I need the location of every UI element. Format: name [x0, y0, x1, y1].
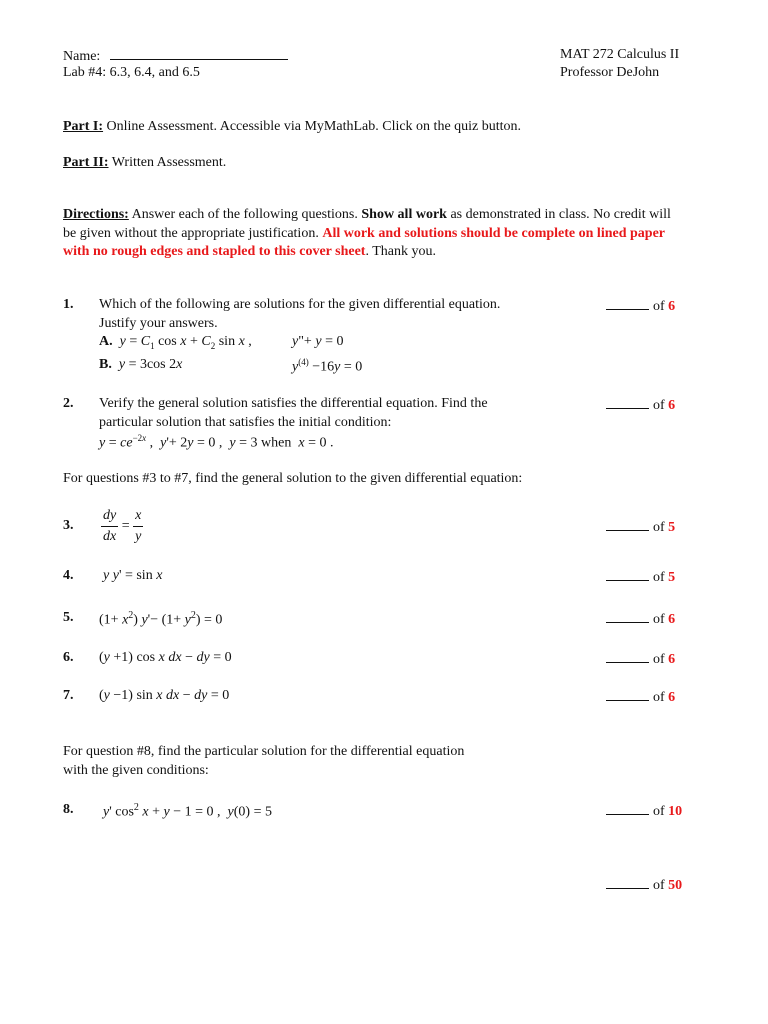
q2-of-label: of — [653, 398, 665, 413]
q1-score-blank[interactable] — [606, 297, 649, 310]
part-1-text: Online Assessment. Accessible via MyMathLab. Click on the quiz button. — [106, 119, 522, 134]
directions-red-2: with no rough edges and stapled to this cover sheet — [63, 244, 366, 259]
q5-score-blank[interactable] — [606, 610, 649, 623]
q2-points: 6 — [668, 398, 676, 413]
q6-of-label: of — [653, 652, 665, 667]
q7-of-label: of — [653, 690, 665, 705]
q8-number: 8. — [63, 802, 74, 817]
part-2-label: Part II: — [63, 155, 109, 170]
q8-points: 10 — [668, 804, 683, 819]
q3-frac-right: $\frac{x}{y}$ — [135, 508, 142, 544]
q2-score — [606, 396, 675, 414]
q4-equation: y y' = sin x — [103, 568, 163, 583]
q2-line-1: Verify the general solution satisfies the differential equation. Find the — [99, 396, 488, 411]
part-2 — [63, 155, 226, 171]
q2-equation: $y = ce^{-2x}$ , y'+ 2y = 0 , y = 3 when x = 0 . — [99, 433, 334, 451]
q6-score — [606, 650, 675, 668]
q1-points: 6 — [668, 299, 676, 314]
q3-frac-left: $\frac{dy}{dx}$ — [103, 508, 117, 544]
directions-red-1: All work and solutions should be complete on lined paper — [322, 226, 665, 241]
q1-b-expression: y = 3cos 2x — [118, 357, 183, 372]
total-of-label: of — [653, 878, 665, 893]
directions-label: Directions: — [63, 207, 129, 222]
q2-score-blank[interactable] — [606, 396, 649, 409]
part-2-text: Written Assessment. — [111, 155, 227, 170]
q3-of-label: of — [653, 520, 665, 535]
intro-questions-3-7: For questions #3 to #7, find the general solution to the given differential equation: — [63, 471, 523, 486]
q5-number: 5. — [63, 610, 74, 625]
directions-text-4: . Thank you. — [365, 244, 436, 259]
q5-equation: $(1+ x^2)$ $y'- (1+ y^2) = 0$ — [99, 610, 223, 628]
q3-points: 5 — [668, 520, 676, 535]
q7-score — [606, 688, 675, 706]
professor-name: Professor DeJohn — [560, 65, 660, 80]
total-points: 50 — [668, 878, 683, 893]
q5-points: 6 — [668, 612, 676, 627]
q4-score-blank[interactable] — [606, 568, 649, 581]
q3-equation: $\frac{dy}{dx}$ = $\frac{x}{y}$ — [101, 506, 143, 547]
q1-option-a — [99, 334, 252, 351]
q7-score-blank[interactable] — [606, 688, 649, 701]
q4-score — [606, 568, 675, 586]
directions-text-2: as demonstrated in class. No credit will — [450, 207, 671, 222]
name-label-row — [63, 47, 288, 65]
name-label: Name: — [63, 49, 101, 64]
q1-number: 1. — [63, 297, 74, 312]
q8-score-blank[interactable] — [606, 802, 649, 815]
q6-points: 6 — [668, 652, 676, 667]
directions-text-3: be given without the appropriate justification. — [63, 226, 319, 241]
q7-points: 6 — [668, 690, 676, 705]
q4-number: 4. — [63, 568, 74, 583]
q5-of-label: of — [653, 612, 665, 627]
show-all-work: Show all work — [361, 207, 447, 222]
q1-line-2: Justify your answers. — [99, 316, 218, 331]
q1-b-label: B. — [99, 357, 112, 372]
q3-score-blank[interactable] — [606, 518, 649, 531]
q1-option-b — [99, 357, 182, 373]
q6-equation: (y +1) cos x dx − dy = 0 — [99, 650, 232, 665]
q2-number: 2. — [63, 396, 74, 411]
q4-of-label: of — [653, 570, 665, 585]
q7-number: 7. — [63, 688, 74, 703]
q1-a-expression: $y = C_1$ $\cos x + C_2$ sin x , — [119, 334, 252, 351]
part-1-label: Part I: — [63, 119, 104, 134]
q8-score — [606, 802, 682, 820]
q5-score — [606, 610, 675, 628]
total-score-blank[interactable] — [606, 876, 649, 889]
q1-score — [606, 297, 675, 315]
q2-line-2: particular solution that satisfies the initial condition: — [99, 415, 392, 430]
q1-equation-b: $y^{(4)} -16y = 0$ — [292, 357, 363, 375]
directions-line-2 — [63, 226, 665, 242]
directions-text-1: Answer each of the following questions. — [131, 207, 358, 222]
intro-question-8-line-2: with the given conditions: — [63, 763, 209, 778]
intro-question-8-line-1: For question #8, find the particular solution for the differential equation — [63, 744, 465, 759]
q6-number: 6. — [63, 650, 74, 665]
directions-line-1 — [63, 207, 671, 223]
q8-of-label: of — [653, 804, 665, 819]
q3-score — [606, 518, 675, 536]
q1-equation-a: y"+ y = 0 — [292, 334, 344, 349]
q3-number: 3. — [63, 518, 74, 533]
lab-title: Lab #4: 6.3, 6.4, and 6.5 — [63, 65, 200, 80]
total-score — [606, 876, 682, 894]
q7-equation: (y −1) sin x dx − dy = 0 — [99, 688, 230, 703]
q1-of-label: of — [653, 299, 665, 314]
q8-equation: y' $\cos^2 x + y - 1 = 0$ , y(0) = 5 — [103, 802, 272, 820]
q1-a-label: A. — [99, 334, 113, 349]
q6-score-blank[interactable] — [606, 650, 649, 663]
course-title: MAT 272 Calculus II — [560, 47, 680, 62]
q4-points: 5 — [668, 570, 676, 585]
part-1 — [63, 119, 521, 135]
q1-line-1: Which of the following are solutions for the given differential equation. — [99, 297, 501, 312]
name-blank-line[interactable] — [110, 47, 288, 60]
directions-line-3 — [63, 244, 436, 260]
